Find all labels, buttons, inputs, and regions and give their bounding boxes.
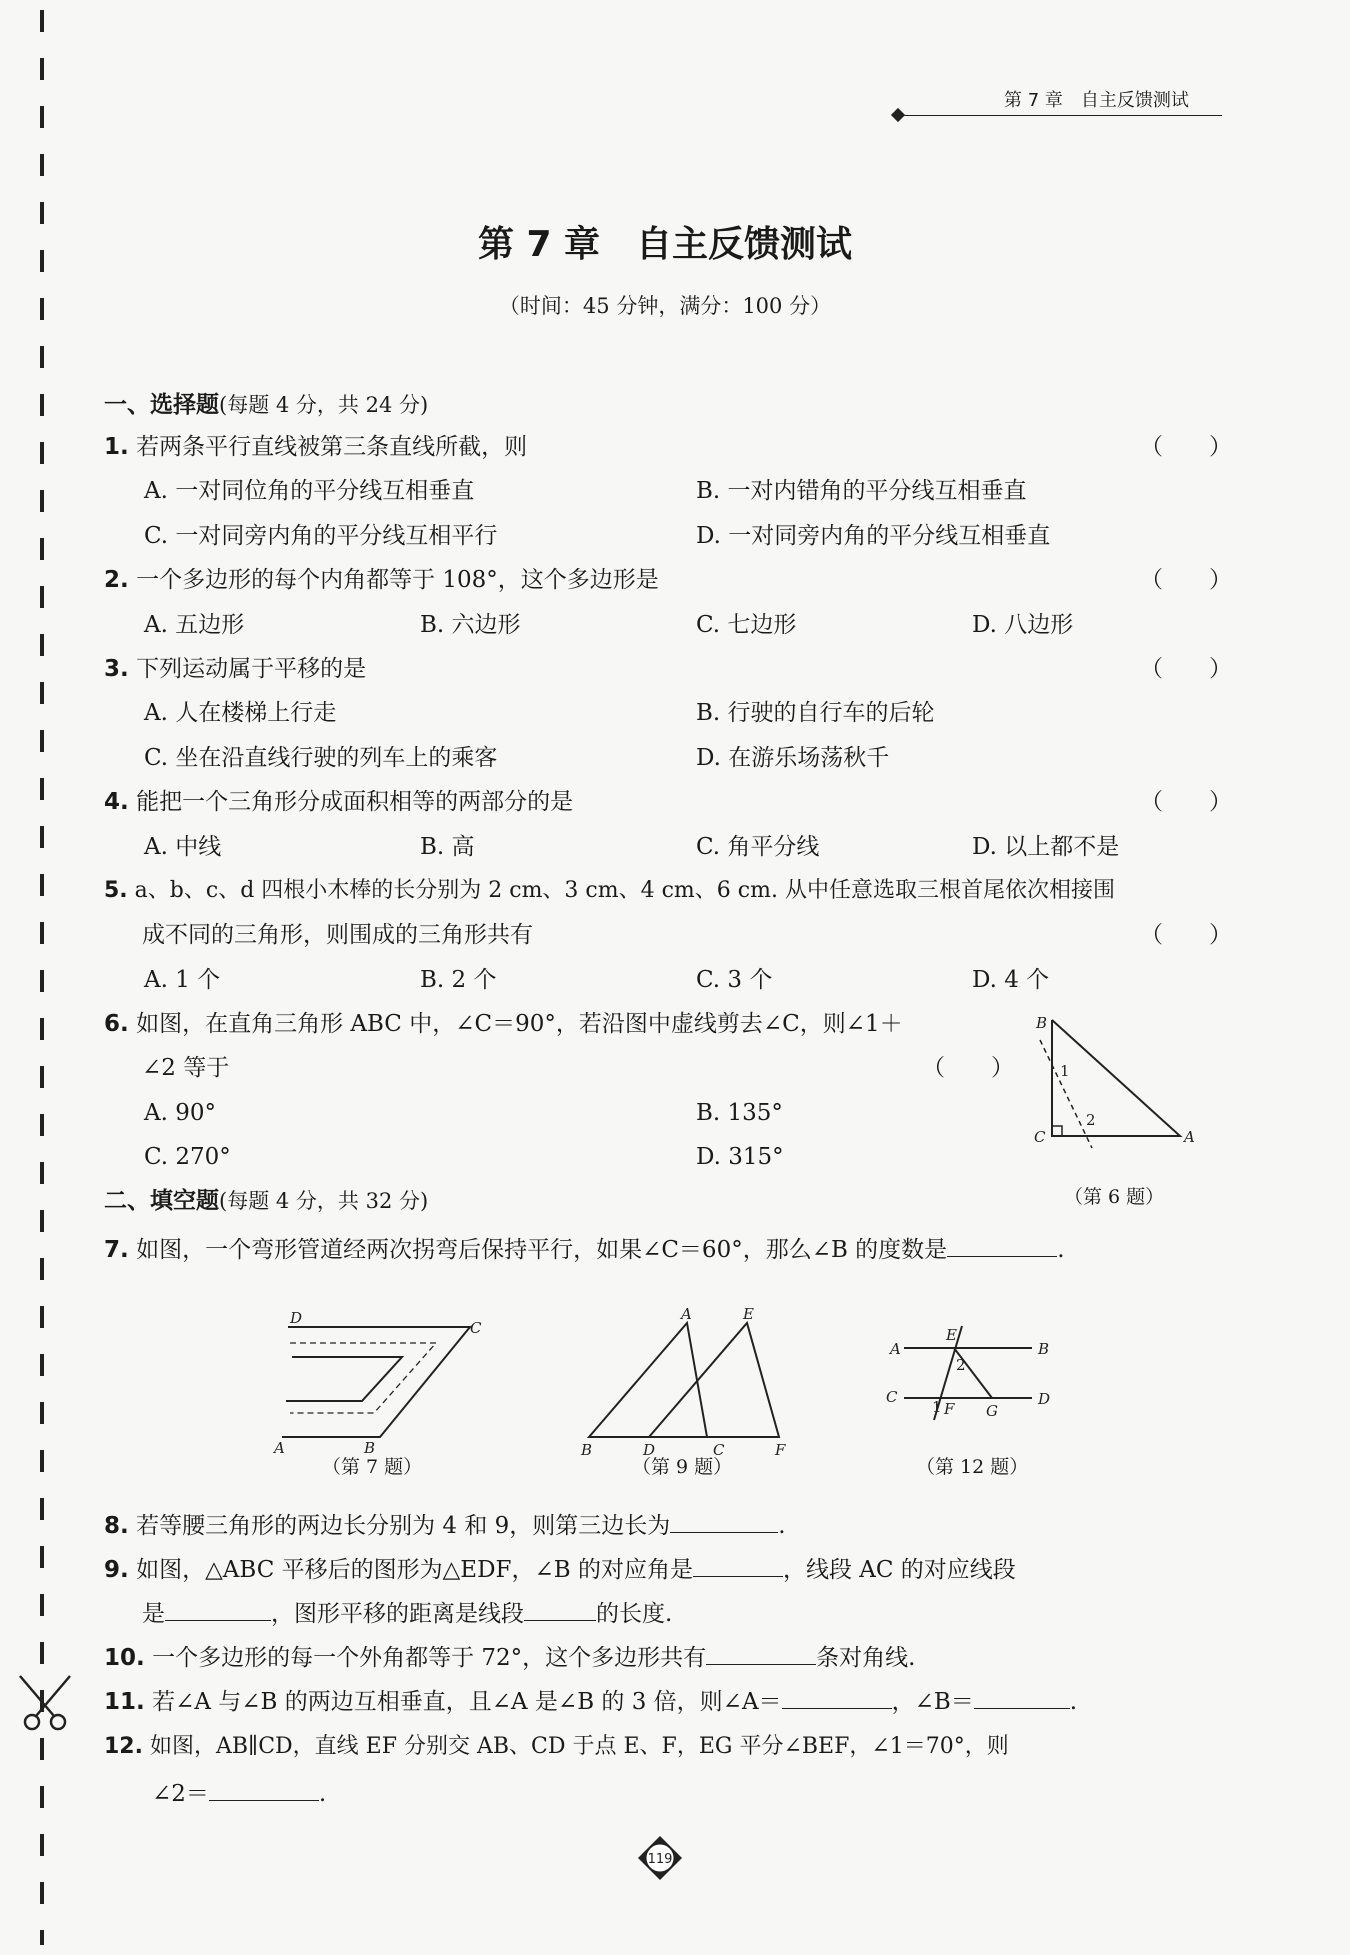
option-c: C. 3 个 [696, 967, 773, 993]
option-d: D. 一对同旁内角的平分线互相垂直 [696, 523, 1051, 549]
option-c: C. 七边形 [696, 612, 797, 638]
answer-blank[interactable] [947, 1234, 1057, 1257]
answer-paren: （ ） [1140, 434, 1232, 460]
svg-text:F: F [775, 1441, 786, 1459]
question-text: a、b、c、d 四根小木棒的长分别为 2 cm、3 cm、4 cm、6 cm. 从中任意选取三根首尾依次相接围 [134, 878, 1115, 903]
option-b: B. 2 个 [420, 967, 497, 993]
svg-text:2: 2 [1086, 1111, 1096, 1129]
question-1 [104, 432, 527, 462]
section-note: (每题 4 分，共 32 分) [219, 1189, 429, 1213]
svg-text:C: C [886, 1388, 898, 1406]
svg-text:B: B [581, 1441, 593, 1459]
option-c: C. 270° [144, 1144, 231, 1170]
svg-text:F: F [944, 1400, 955, 1418]
question-text: 一个多边形的每个内角都等于 108°，这个多边形是 [136, 567, 659, 593]
page-number: 119 [647, 1852, 673, 1867]
option-b: B. 行驶的自行车的后轮 [696, 700, 935, 726]
page-title: 第 7 章 自主反馈测试 [477, 224, 853, 265]
question-7 [104, 1234, 1065, 1265]
question-number: 9. [104, 1557, 129, 1583]
question-number: 8. [104, 1513, 129, 1539]
option-d: D. 315° [696, 1144, 784, 1170]
answer-blank[interactable] [165, 1598, 271, 1621]
question-text: 能把一个三角形分成面积相等的两部分的是 [136, 789, 574, 815]
option-c: C. 一对同旁内角的平分线互相平行 [144, 523, 498, 549]
answer-paren: （ ） [1140, 789, 1232, 815]
answer-paren: （ ） [1140, 656, 1232, 682]
question-text: 如图，在直角三角形 ABC 中，∠C＝90°，若沿图中虚线剪去∠C，则∠1＋ [136, 1011, 903, 1037]
question-text: ，线段 AC 的对应线段 [782, 1557, 1016, 1583]
question-text: ，∠B＝ [891, 1689, 974, 1715]
svg-text:A: A [1184, 1128, 1195, 1146]
option-c: C. 角平分线 [696, 834, 820, 860]
svg-text:C: C [1034, 1128, 1046, 1146]
question-text: 是 [142, 1601, 165, 1627]
question-text-cont: 成不同的三角形，则围成的三角形共有 [142, 922, 533, 948]
question-number: 6. [104, 1011, 129, 1037]
answer-blank[interactable] [209, 1778, 319, 1801]
svg-text:C: C [470, 1319, 482, 1337]
option-a: A. 人在楼梯上行走 [144, 700, 337, 726]
question-number: 2. [104, 567, 129, 593]
question-text: 如图，△ABC 平移后的图形为△EDF，∠B 的对应角是 [136, 1557, 693, 1583]
answer-blank[interactable] [782, 1686, 892, 1709]
option-a: A. 90° [144, 1100, 216, 1126]
option-b: B. 六边形 [420, 612, 521, 638]
answer-blank[interactable] [524, 1598, 596, 1621]
question-number: 10. [104, 1645, 145, 1671]
question-10 [104, 1642, 915, 1673]
question-text: 若∠A 与∠B 的两边互相垂直，且∠A 是∠B 的 3 倍，则∠A＝ [152, 1689, 782, 1715]
figure-caption: （第 9 题） [632, 1456, 733, 1478]
question-end: . [318, 1781, 327, 1807]
figure-q7 [270, 1305, 490, 1457]
option-b: B. 一对内错角的平分线互相垂直 [696, 478, 1027, 504]
question-end: . [1069, 1689, 1078, 1715]
question-text: 下列运动属于平移的是 [136, 656, 367, 682]
option-d: D. 以上都不是 [972, 834, 1120, 860]
question-11 [104, 1686, 1077, 1717]
option-d: D. 八边形 [972, 612, 1074, 638]
figure-caption: （第 12 题） [916, 1456, 1029, 1478]
svg-text:C: C [713, 1441, 725, 1459]
question-text: 若等腰三角形的两边长分别为 4 和 9，则第三边长为 [136, 1513, 671, 1539]
question-text: ∠2＝ [152, 1781, 209, 1807]
question-number: 1. [104, 434, 129, 460]
question-number: 7. [104, 1237, 129, 1263]
section-title: 一、选择题 [104, 392, 219, 418]
svg-text:A: A [890, 1340, 901, 1358]
question-6 [104, 1009, 903, 1039]
question-number: 4. [104, 789, 129, 815]
figure-q6 [1026, 1010, 1206, 1150]
answer-paren: （ ） [1140, 922, 1232, 948]
section-title: 二、填空题 [104, 1188, 219, 1214]
svg-text:D: D [1038, 1390, 1051, 1408]
svg-text:1: 1 [932, 1398, 942, 1416]
question-number: 11. [104, 1689, 145, 1715]
svg-text:D: D [643, 1441, 656, 1459]
question-9 [104, 1554, 1016, 1585]
question-text: 的长度. [596, 1601, 673, 1627]
running-header: 第 7 章 自主反馈测试 [1004, 90, 1189, 111]
answer-blank[interactable] [693, 1554, 783, 1577]
question-3 [104, 654, 366, 684]
page-subtitle: （时间：45 分钟，满分：100 分） [498, 294, 832, 318]
figure-q9 [575, 1305, 795, 1459]
figure-caption: （第 6 题） [1064, 1186, 1165, 1208]
svg-text:1: 1 [1060, 1062, 1070, 1080]
svg-text:A: A [274, 1439, 285, 1457]
svg-text:B: B [1038, 1340, 1050, 1358]
question-text: 一个多边形的每一个外角都等于 72°，这个多边形共有 [152, 1645, 707, 1671]
question-text: 如图，AB∥CD，直线 EF 分别交 AB、CD 于点 E、F，EG 平分∠BEF，∠1＝70°，则 [149, 1734, 1009, 1759]
page-number-badge [636, 1834, 684, 1882]
svg-text:B: B [364, 1439, 376, 1457]
section-note: (每题 4 分，共 24 分) [219, 393, 429, 417]
option-d: D. 在游乐场荡秋千 [696, 745, 890, 771]
option-c: C. 坐在沿直线行驶的列车上的乘客 [144, 745, 498, 771]
svg-text:A: A [681, 1305, 692, 1323]
svg-text:B: B [1036, 1014, 1048, 1032]
question-4 [104, 787, 573, 817]
svg-text:D: D [290, 1309, 303, 1327]
question-text-cont [152, 1778, 326, 1809]
option-d: D. 4 个 [972, 967, 1050, 993]
section-heading [104, 390, 428, 420]
question-number: 12. [104, 1734, 143, 1759]
question-end: . [778, 1513, 786, 1539]
question-text: 若两条平行直线被第三条直线所截，则 [136, 434, 528, 460]
answer-blank[interactable] [706, 1642, 816, 1665]
svg-text:E: E [743, 1305, 754, 1323]
question-text: 条对角线. [816, 1645, 916, 1671]
scissors-icon [14, 1672, 76, 1734]
question-end: . [1057, 1237, 1065, 1263]
svg-text:E: E [946, 1326, 957, 1344]
answer-blank[interactable] [974, 1686, 1070, 1709]
option-a: A. 五边形 [144, 612, 245, 638]
figure-caption: （第 7 题） [322, 1456, 423, 1478]
question-8 [104, 1510, 786, 1541]
header-rule [902, 115, 1222, 116]
svg-text:2: 2 [956, 1356, 966, 1374]
question-number: 3. [104, 656, 129, 682]
answer-paren: （ ） [1140, 567, 1232, 593]
option-a: A. 一对同位角的平分线互相垂直 [144, 478, 475, 504]
question-12 [104, 1732, 1009, 1762]
question-text-cont [142, 1598, 672, 1629]
option-a: A. 1 个 [144, 967, 221, 993]
question-text: ，图形平移的距离是线段 [271, 1601, 524, 1627]
option-b: B. 135° [696, 1100, 783, 1126]
answer-blank[interactable] [670, 1510, 778, 1533]
option-b: B. 高 [420, 834, 475, 860]
figure-q12 [882, 1318, 1072, 1428]
answer-paren: （ ） [922, 1055, 1014, 1081]
question-2 [104, 565, 659, 595]
question-text: 如图，一个弯形管道经两次拐弯后保持平行，如果∠C＝60°，那么∠B 的度数是 [136, 1237, 948, 1263]
svg-text:G: G [986, 1402, 998, 1420]
option-a: A. 中线 [144, 834, 222, 860]
question-5 [104, 876, 1115, 906]
question-text-cont: ∠2 等于 [142, 1055, 230, 1081]
question-number: 5. [104, 878, 128, 903]
section-heading [104, 1186, 428, 1216]
